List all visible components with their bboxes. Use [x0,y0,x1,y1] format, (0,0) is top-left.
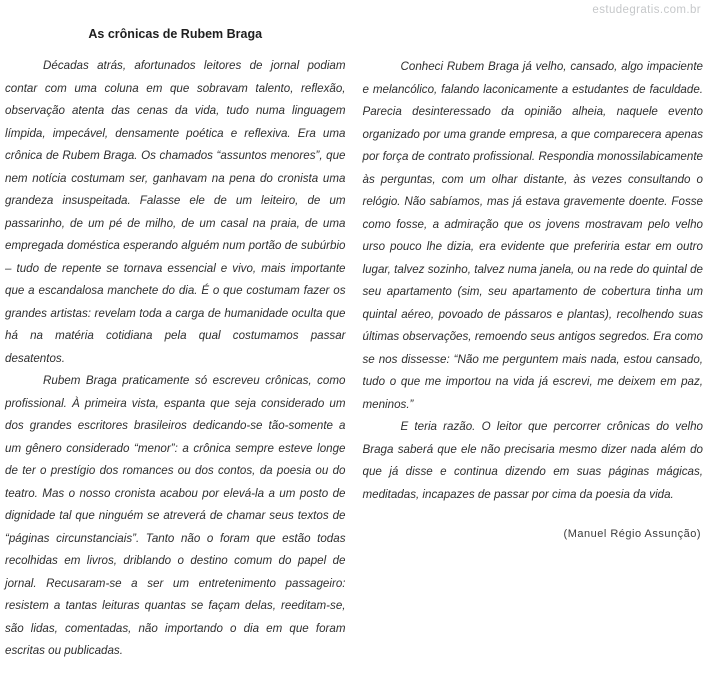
author-attribution: (Manuel Régio Assunção) [563,528,701,540]
right-column [363,24,704,663]
right-paragraph-2: E teria razão. O leitor que percorrer crônicas do velho Braga saberá que ele não precisaria mesmo dizer nada além do que já disse e continua dizendo em suas páginas mágicas, meditadas, incapazes de passar por cima da poesia da vida. [362,420,703,501]
left-paragraph-1: Décadas atrás, afortunados leitores de jornal podiam contar com uma coluna em que sobravam talento, reflexão, observação atenta das cenas da vida, tudo numa linguagem límpida, impecável, densamente poética e reflexiva. Era uma crônica de Rubem Braga. Os chamados “assuntos menores”, que nem notícia costumam ser, ganhavam na pena do cronista uma grandeza insuspeitada. Falasse ele de um leiteiro, de um passarinho, de um pé de milho, de um casal na praia, de uma empregada doméstica esperando alguém num portão de subúrbio – tudo de repente se tornava essencial e vivo, mais importante que a escandalosa manchete do dia. É o que costumam fazer os grandes artistas: revelam toda a carga de humanidade oculta que há na matéria cotidiana pela qual costumamos passar desatentos. [5,59,346,365]
left-paragraph-2: Rubem Braga praticamente só escreveu crônicas, como profissional. À primeira vista, espanta que seja considerado um dos grandes escritores brasileiros dedicando-se tão-somente a um gênero considerado “menor”: a crônica sempre esteve longe de ter o prestígio dos romances ou dos contos, da poesia ou do teatro. Mas o nosso cronista acabou por elevá-la a um posto de dignidade tal que ninguém se atreverá de chamar seus textos de “páginas circunstanciais”. Tanto não o foram que estão todas recolhidas em livros, driblando o destino comum do papel de jornal. Recusaram-se a ser um entretenimento passageiro: resistem a tantas leituras quantas se façam delas, reeditam-se, são lidas, comentadas, não importando o dia em que foram escritas ou publicadas. [5,374,346,657]
left-column [5,24,346,663]
right-paragraph-1: Conheci Rubem Braga já velho, cansado, algo impaciente e melancólico, falando laconicamente a estudantes de faculdade. Parecia desinteressado da opinião alheia, naquele evento organizado por uma grande empresa, a que comparecera apenas por força de contrato profissional. Respondia monossilabicamente às perguntas, com um olhar distante, às vezes consultando o relógio. Não sabíamos, mas já estava gravemente doente. Fosse como fosse, a admiração que os jovens mostravam pelo velho urso pouco lhe dizia, era evidente que preferiria estar em outro lugar, talvez sozinho, talvez numa janela, ou na rede do quintal de seu apartamento (sim, seu apartamento de cobertura tinha um quintal aéreo, povoado de pássaros e plantas), recolhendo suas últimas observações, remoendo seus antigos segredos. Era como se nos dissesse: “Não me perguntem mais nada, estou cansado, tudo o que me importou na vida já escrevi, me deixem em paz, meninos.” [362,60,703,411]
two-column-layout [5,24,703,663]
watermark-text: estudegratis.com.br [592,4,701,16]
document-title: As crônicas de Rubem Braga [88,27,263,41]
